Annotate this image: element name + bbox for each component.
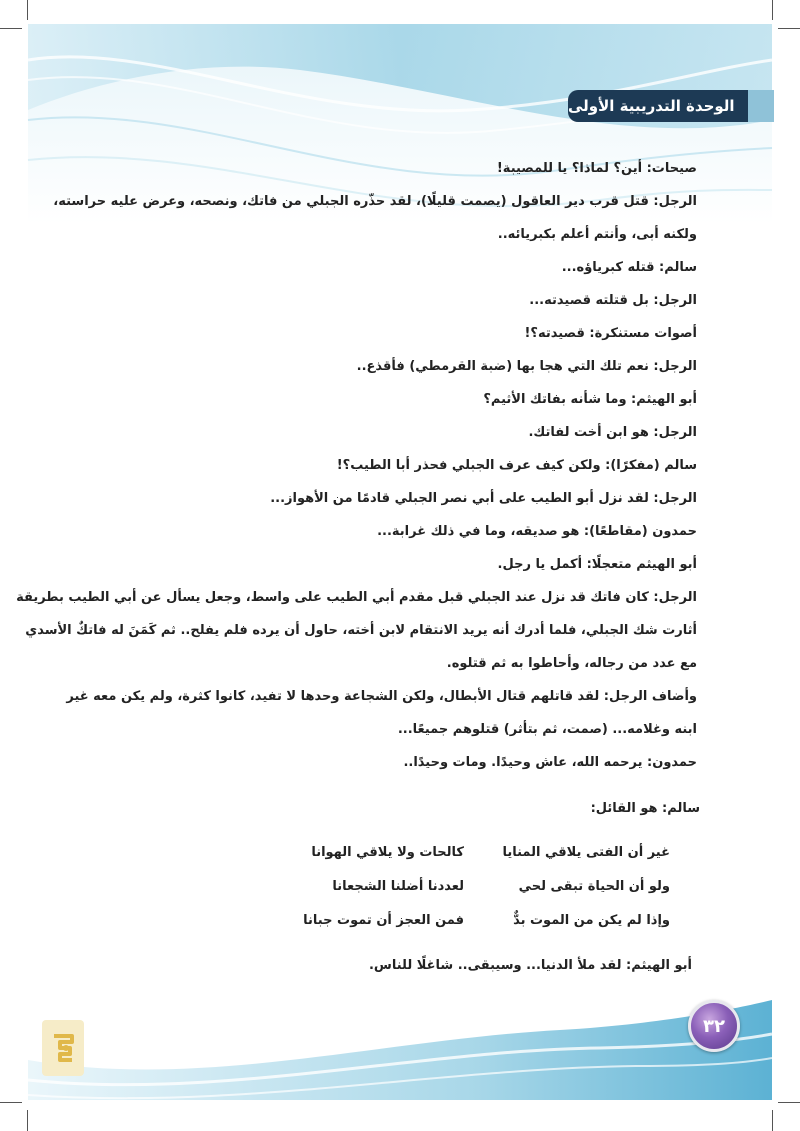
dialogue-line: حمدون: يرحمه الله، عاش وحيدًا. ومات وحيدًا.. <box>403 755 697 770</box>
dialogue-line: أصوات مستنكرة: قصيدته؟! <box>524 326 697 341</box>
crop-mark <box>0 28 22 29</box>
crop-mark <box>772 0 773 20</box>
dialogue-line: الرجل: بل قتلته قصيدته... <box>529 293 697 308</box>
crop-mark <box>778 28 800 29</box>
dialogue-line: سالم (مفكرًا): ولكن كيف عرف الجبلي فحذر أبا الطيب؟! <box>336 458 697 473</box>
logo-icon <box>48 1028 78 1068</box>
crop-mark <box>27 1110 28 1131</box>
crop-mark <box>27 0 28 20</box>
dialogue-line: ابنه وغلامه... (صمت، ثم بتأثر) قتلوهم جميعًا... <box>397 722 697 737</box>
verse-first-hemistich: غير أن الفتى يلاقي المنايا <box>502 845 670 860</box>
dialogue-line: الرجل: لقد نزل أبو الطيب على أبي نصر الجبلي قادمًا من الأهواز... <box>270 491 697 506</box>
tab-edge-accent <box>748 90 774 122</box>
dialogue-line: حمدون (مقاطعًا): هو صديقه، وما في ذلك غرابة... <box>377 524 697 539</box>
dialogue-line: الرجل: هو ابن أخت لفاتك. <box>528 425 697 440</box>
dialogue-line: مع عدد من رجاله، وأحاطوا به ثم قتلوه. <box>446 656 697 671</box>
crop-mark <box>772 1110 773 1131</box>
unit-title-tab <box>568 90 774 122</box>
dialogue-line: صيحات: أين؟ لماذا؟ يا للمصيبة! <box>496 161 697 176</box>
page-number-badge <box>688 1000 740 1052</box>
poem-intro: سالم: هو القائل: <box>590 801 700 816</box>
dialogue-text <box>16 152 697 779</box>
dialogue-line: وأضاف الرجل: لقد قاتلهم قتال الأبطال، ولكن الشجاعة وحدها لا تفيد، كانوا كثرة، ولم يكن معه غير <box>66 689 697 704</box>
dialogue-line: سالم: قتله كبرياؤه... <box>561 260 697 275</box>
page-number: ٣٢ <box>703 1015 725 1037</box>
dialogue-line: الرجل: نعم تلك التي هجا بها (ضبة القرمطي) فأقذع.. <box>356 359 697 374</box>
verse-second-hemistich: كالحات ولا يلاقي الهوانا <box>311 845 464 860</box>
dialogue-line: أبو الهيثم متعجلًا: أكمل يا رجل. <box>497 557 697 572</box>
dialogue-line: الرجل: كان فاتك قد نزل عند الجبلي قبل مقدم أبي الطيب على واسط، وجعل يسأل عن أبي الطيب بطريقة <box>16 590 697 605</box>
crop-mark <box>778 1102 800 1103</box>
dialogue-line: أثارت شك الجبلي، فلما أدرك أنه يريد الانتقام لابن أخته، حاول أن يرده فلم يفلح.. ثم كَمَنَ له فاتكٌ الأسدي <box>25 623 697 638</box>
publisher-logo <box>42 1020 84 1076</box>
dialogue-line: أبو الهيثم: وما شأنه بفاتك الأثيم؟ <box>483 392 697 407</box>
unit-title: الوحدة التدريبية الأولى <box>568 97 735 115</box>
verse-first-hemistich: وإذا لم يكن من الموت بدٌّ <box>513 913 670 928</box>
closing-line: أبو الهيثم: لقد ملأ الدنيا... وسيبقى.. شاغلًا للناس. <box>368 958 692 973</box>
verse-second-hemistich: لعددنا أضلنا الشجعانا <box>332 879 464 894</box>
crop-mark <box>0 1102 22 1103</box>
dialogue-line: الرجل: قتل قرب دير العاقول (يصمت قليلًا)، لقد حذّره الجبلي من فاتك، ونصحه، وعرض عليه حراسته، <box>53 194 697 209</box>
verse-second-hemistich: فمن العجز أن تموت جبانا <box>303 913 464 928</box>
dialogue-line: ولكنه أبى، وأنتم أعلم بكبريائه.. <box>497 227 697 242</box>
verse-first-hemistich: ولو أن الحياة تبقى لحي <box>518 879 670 894</box>
